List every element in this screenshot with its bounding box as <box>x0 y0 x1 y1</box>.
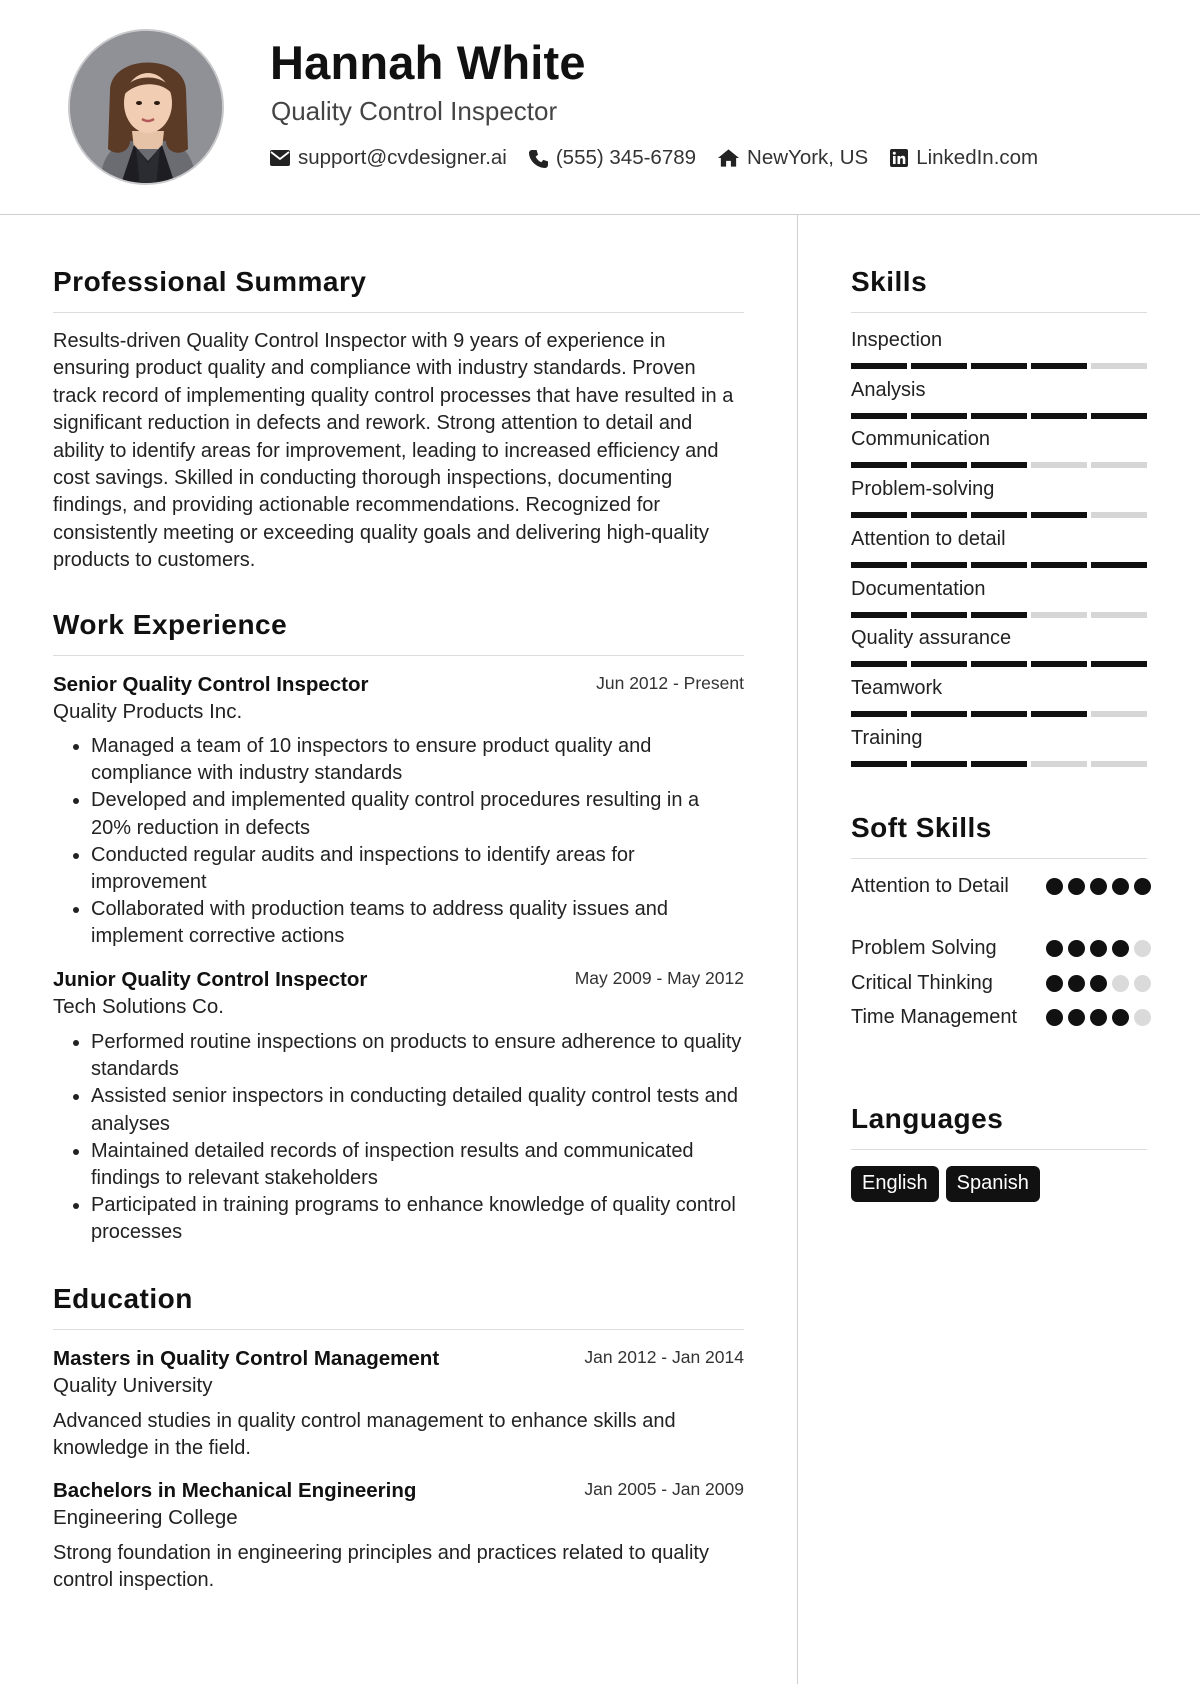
rating-dot <box>1046 975 1063 992</box>
skill-level-segment <box>1031 562 1087 568</box>
skill-level-segment <box>1031 661 1087 667</box>
skill-level-bar <box>851 562 1147 568</box>
school-name: Engineering College <box>53 1506 238 1529</box>
job-bullet: • Managed a team of 10 inspectors to ensure product quality and compliance with industry standards <box>91 733 744 787</box>
job-bullet: • Participated in training programs to enhance knowledge of quality control processes <box>91 1192 744 1246</box>
soft-skill-name: Attention to Detail <box>851 875 1009 897</box>
job-bullets <box>53 733 744 951</box>
skill-level-segment <box>911 761 967 767</box>
skill-level-segment <box>1031 363 1087 369</box>
rating-dot <box>1112 878 1129 895</box>
degree-title: Masters in Quality Control Management <box>53 1347 440 1370</box>
linkedin-text: LinkedIn.com <box>916 146 1039 169</box>
skill-level-segment <box>971 413 1027 419</box>
skill-name: Documentation <box>851 577 986 600</box>
rating-dot <box>1112 940 1129 957</box>
skill-level-segment <box>971 562 1027 568</box>
candidate-name: Hannah White <box>270 36 586 89</box>
soft-skill-rating <box>1046 975 1151 992</box>
soft-skills-divider <box>851 858 1147 859</box>
degree-dates: Jan 2012 - Jan 2014 <box>584 1347 744 1367</box>
degree-description: Strong foundation in engineering principles and practices related to quality control inspection. <box>53 1542 709 1592</box>
languages-heading: Languages <box>851 1103 1004 1134</box>
summary-heading: Professional Summary <box>53 266 367 297</box>
job-company: Quality Products Inc. <box>53 700 243 723</box>
skill-level-segment <box>1091 661 1147 667</box>
experience-divider <box>53 655 744 656</box>
education-divider <box>53 1329 744 1330</box>
skill-level-bar <box>851 761 1147 767</box>
rating-dot <box>1134 1009 1151 1026</box>
skill-level-segment <box>1091 562 1147 568</box>
rating-dot <box>1068 975 1085 992</box>
rating-dot <box>1090 975 1107 992</box>
job-title: Junior Quality Control Inspector <box>53 968 368 991</box>
summary-divider <box>53 312 744 313</box>
degree-title: Bachelors in Mechanical Engineering <box>53 1479 417 1502</box>
rating-dot <box>1090 878 1107 895</box>
linkedin-icon <box>890 149 908 167</box>
rating-dot <box>1090 940 1107 957</box>
skills-divider <box>851 312 1147 313</box>
rating-dot <box>1068 940 1085 957</box>
contact-email[interactable] <box>270 146 507 170</box>
email-text: support@cvdesigner.ai <box>298 146 507 169</box>
skill-level-segment <box>911 462 967 468</box>
skill-level-segment <box>851 661 907 667</box>
contact-linkedin[interactable] <box>890 146 1038 170</box>
skill-name: Analysis <box>851 378 926 401</box>
skill-level-segment <box>971 612 1027 618</box>
education-heading: Education <box>53 1283 193 1314</box>
skill-level-segment <box>1031 612 1087 618</box>
language-tag: English <box>851 1166 939 1202</box>
skill-level-segment <box>1031 462 1087 468</box>
rating-dot <box>1134 975 1151 992</box>
skill-level-segment <box>911 413 967 419</box>
skill-level-segment <box>971 661 1027 667</box>
job-dates: May 2009 - May 2012 <box>574 968 744 988</box>
skill-name: Quality assurance <box>851 627 1012 650</box>
degree-description: Advanced studies in quality control management to enhance skills and knowledge in the field. <box>53 1410 676 1460</box>
skill-name: Inspection <box>851 329 943 351</box>
skill-level-segment <box>851 711 907 717</box>
rating-dot <box>1112 975 1129 992</box>
portrait-illustration <box>70 31 224 185</box>
skill-level-bar <box>851 661 1147 667</box>
skill-level-segment <box>851 612 907 618</box>
phone-icon <box>529 149 548 168</box>
skill-name: Communication <box>851 428 990 451</box>
skill-level-segment <box>971 363 1027 369</box>
skill-level-segment <box>1031 512 1087 518</box>
skill-name: Training <box>851 726 923 749</box>
location-text: NewYork, US <box>747 146 869 169</box>
skill-level-segment <box>971 512 1027 518</box>
skills-heading: Skills <box>851 266 928 297</box>
skill-name: Attention to detail <box>851 527 1006 550</box>
job-bullet: • Developed and implemented quality control procedures resulting in a 20% reduction in defects <box>91 787 744 841</box>
skill-level-segment <box>971 462 1027 468</box>
skill-level-segment <box>911 711 967 717</box>
soft-skill-name: Critical Thinking <box>851 972 993 994</box>
job-bullet: • Assisted senior inspectors in conducting detailed quality control tests and analyses <box>91 1083 744 1137</box>
skill-level-segment <box>1091 612 1147 618</box>
job-bullet: • Maintained detailed records of inspection results and communicated findings to relevant stakeholders <box>91 1138 744 1192</box>
rating-dot <box>1090 1009 1107 1026</box>
skill-level-segment <box>911 612 967 618</box>
skill-level-bar <box>851 512 1147 518</box>
soft-skills-heading: Soft Skills <box>851 812 992 843</box>
envelope-icon <box>270 150 290 166</box>
experience-heading: Work Experience <box>53 609 288 640</box>
job-bullet: • Conducted regular audits and inspections to identify areas for improvement <box>91 842 744 896</box>
skill-level-bar <box>851 413 1147 419</box>
resume-header <box>0 0 1200 215</box>
skill-level-segment <box>971 711 1027 717</box>
skill-level-segment <box>1091 462 1147 468</box>
rating-dot <box>1134 940 1151 957</box>
contact-phone[interactable] <box>529 146 696 170</box>
skill-level-segment <box>1031 413 1087 419</box>
soft-skill-rating <box>1046 878 1151 895</box>
skill-level-segment <box>1091 711 1147 717</box>
column-divider <box>797 215 798 1684</box>
skill-level-segment <box>911 562 967 568</box>
job-title: Senior Quality Control Inspector <box>53 673 369 696</box>
skill-level-segment <box>1031 761 1087 767</box>
skill-name: Problem-solving <box>851 478 995 501</box>
soft-skill-rating <box>1046 1009 1151 1026</box>
languages-divider <box>851 1149 1147 1150</box>
profile-photo <box>68 29 224 185</box>
job-dates: Jun 2012 - Present <box>596 673 744 693</box>
job-company: Tech Solutions Co. <box>53 995 224 1018</box>
school-name: Quality University <box>53 1374 213 1397</box>
contact-location <box>718 146 868 170</box>
skill-level-segment <box>1031 711 1087 717</box>
skill-level-segment <box>911 363 967 369</box>
skill-level-segment <box>1091 761 1147 767</box>
skill-level-segment <box>971 761 1027 767</box>
languages-list <box>851 1166 1040 1202</box>
job-bullets <box>53 1029 744 1247</box>
skill-level-bar <box>851 462 1147 468</box>
rating-dot <box>1046 1009 1063 1026</box>
job-bullet: • Performed routine inspections on products to ensure adherence to quality standards <box>91 1029 744 1083</box>
rating-dot <box>1068 878 1085 895</box>
rating-dot <box>1046 940 1063 957</box>
skill-name: Teamwork <box>851 676 943 699</box>
skill-level-bar <box>851 363 1147 369</box>
degree-dates: Jan 2005 - Jan 2009 <box>584 1479 744 1499</box>
skill-level-bar <box>851 711 1147 717</box>
skill-level-segment <box>1091 512 1147 518</box>
rating-dot <box>1112 1009 1129 1026</box>
candidate-job-title: Quality Control Inspector <box>271 96 558 126</box>
skill-level-segment <box>851 462 907 468</box>
skill-level-segment <box>1091 413 1147 419</box>
skill-level-segment <box>851 363 907 369</box>
job-bullet: • Collaborated with production teams to address quality issues and implement corrective actions <box>91 896 744 950</box>
skill-level-segment <box>911 661 967 667</box>
language-tag: Spanish <box>946 1166 1040 1202</box>
skill-level-bar <box>851 612 1147 618</box>
home-icon <box>718 149 739 167</box>
phone-text: (555) 345-6789 <box>555 146 697 169</box>
soft-skill-rating <box>1046 940 1151 957</box>
skill-level-segment <box>851 761 907 767</box>
skill-level-segment <box>851 512 907 518</box>
skill-level-segment <box>1091 363 1147 369</box>
rating-dot <box>1134 878 1151 895</box>
contact-info <box>270 146 1038 170</box>
rating-dot <box>1068 1009 1085 1026</box>
rating-dot <box>1046 878 1063 895</box>
skill-level-segment <box>851 413 907 419</box>
skill-level-segment <box>851 562 907 568</box>
skill-level-segment <box>911 512 967 518</box>
soft-skill-name: Time Management <box>851 1006 1017 1028</box>
summary-text: Results-driven Quality Control Inspector with 9 years of experience in ensuring product quality and compliance with industry standards. Proven track record of implementing quality control processes that have resulted in a significant reduction in defects and rework. Strong attention to detail and ability to identify areas for improvement, leading to increased efficiency and cost savings. Skilled in conducting thorough inspections, documenting findings, and providing actionable recommendations. Recognized for consistently meeting or exceeding quality goals and delivering high-quality products to customers. <box>53 330 734 572</box>
soft-skill-name: Problem Solving <box>851 937 997 959</box>
